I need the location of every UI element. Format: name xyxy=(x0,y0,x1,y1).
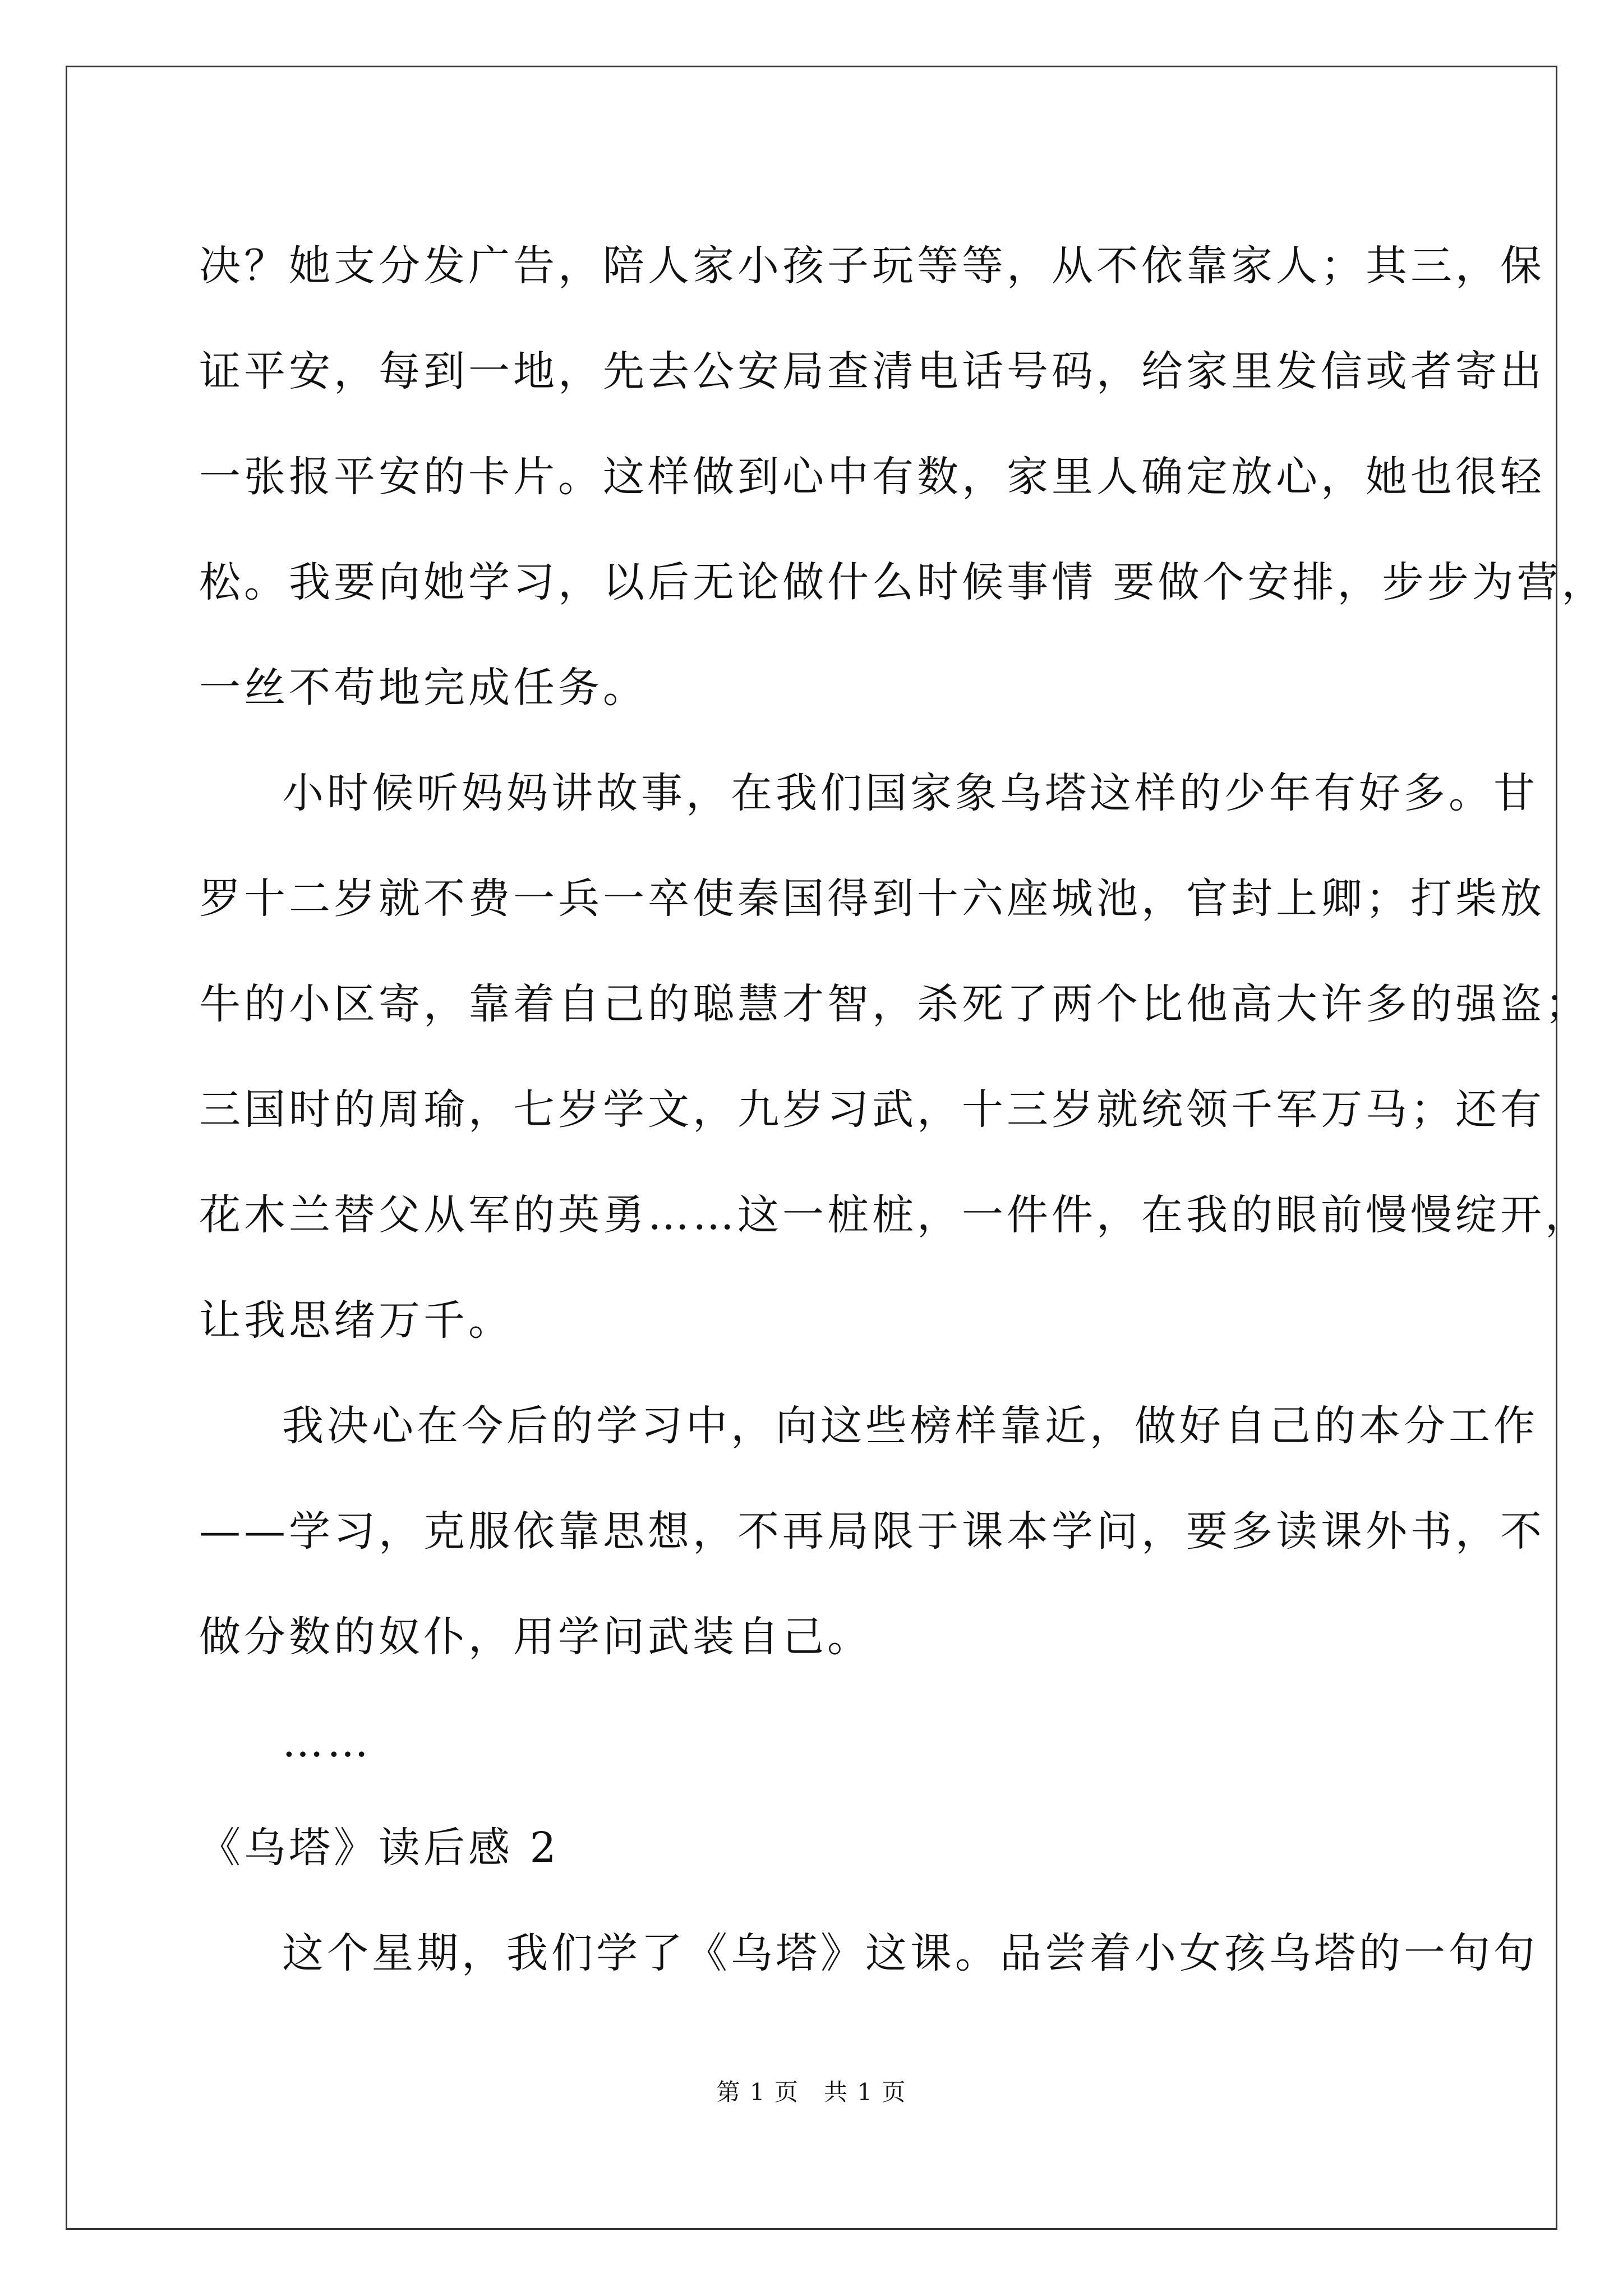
text-line: 一丝不苟地完成任务。 xyxy=(199,664,648,712)
text-line: 一张报平安的卡片。这样做到心中有数，家里人确定放心，她也很轻 xyxy=(199,453,1545,501)
text-line: 做分数的奴仆，用学问武装自己。 xyxy=(199,1613,872,1661)
section-heading: 《乌塔》读后感 2 xyxy=(199,1824,560,1872)
text-line: 证平安，每到一地，先去公安局查清电话号码，给家里发信或者寄出 xyxy=(199,347,1545,395)
text-line: 三国时的周瑜，七岁学文，九岁习武，十三岁就统领千军万马；还有 xyxy=(199,1085,1545,1134)
text-line: 牛的小区寄，靠着自己的聪慧才智，杀死了两个比他高大许多的强盗； xyxy=(199,980,1590,1028)
paragraph-start-line: 我决心在今后的学习中，向这些榜样靠近，做好自己的本分工作 xyxy=(282,1402,1538,1450)
text-line: 花木兰替父从军的英勇……这一桩桩，一件件，在我的眼前慢慢绽开， xyxy=(199,1191,1590,1239)
document-body xyxy=(199,213,1607,2006)
paragraph-start-line: 小时候听妈妈讲故事，在我们国家象乌塔这样的少年有好多。甘 xyxy=(282,769,1538,817)
page-footer: 第 1 页 共 1 页 xyxy=(716,2078,907,2106)
text-line: 让我思绪万千。 xyxy=(199,1296,513,1345)
text-line: 罗十二岁就不费一兵一卒使秦国得到十六座城池，官封上卿；打柴放 xyxy=(199,875,1545,923)
text-line: 松。我要向她学习，以后无论做什么时候事情 要做个安排，步步为营， xyxy=(199,558,1607,606)
paragraph-start-line: 这个星期，我们学了《乌塔》这课。品尝着小女孩乌塔的一句句 xyxy=(282,1929,1538,1977)
text-line: ——学习，克服依靠思想，不再局限于课本学问，要多读课外书，不 xyxy=(199,1507,1545,1556)
text-line: 决？她支分发广告，陪人家小孩子玩等等，从不依靠家人；其三，保 xyxy=(199,242,1545,290)
ellipsis-line: …… xyxy=(282,1718,372,1766)
